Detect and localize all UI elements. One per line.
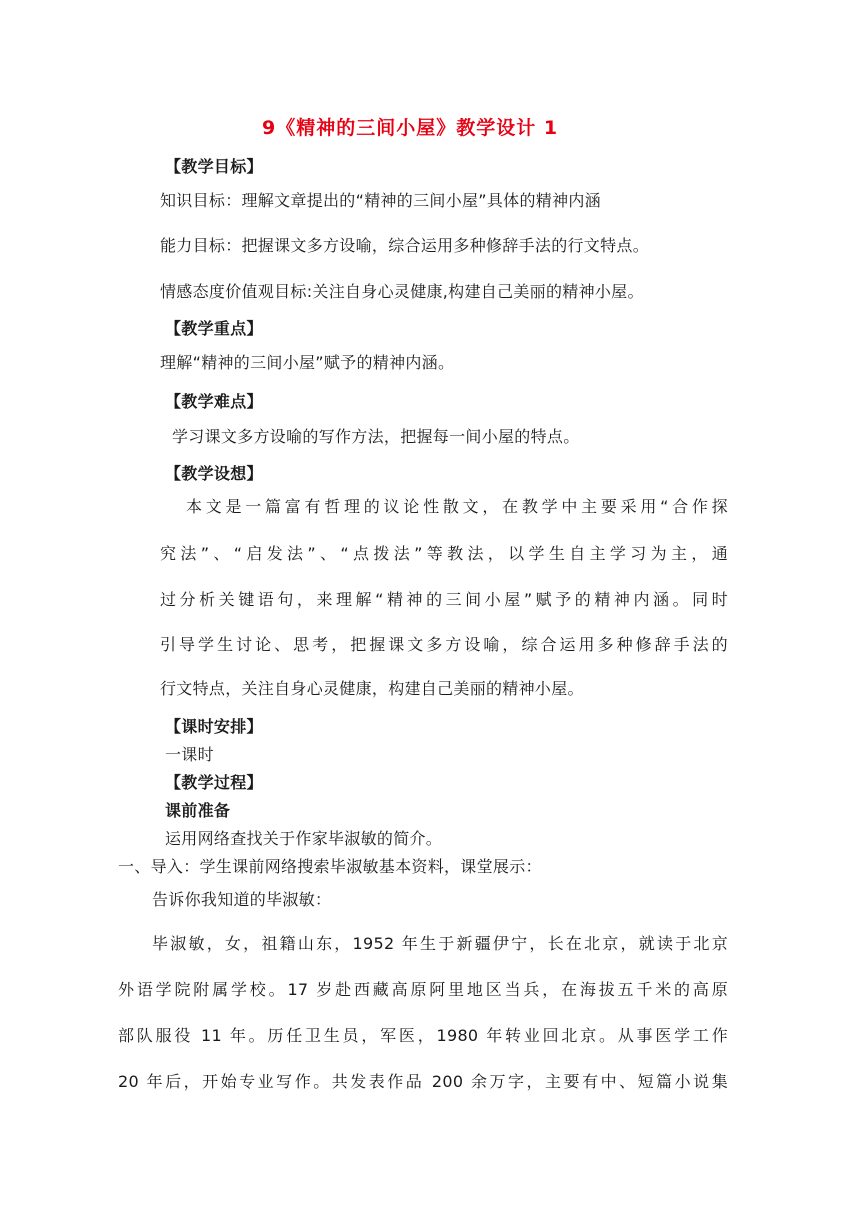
goal-knowledge: 知识目标：理解文章提出的“精神的三间小屋”具体的精神内涵 <box>160 191 601 210</box>
schedule-text: 一课时 <box>165 745 214 764</box>
key-point-text: 理解“精神的三间小屋”赋予的精神内涵。 <box>160 353 455 372</box>
difficulty-heading: 【教学难点】 <box>165 392 263 411</box>
goal-ability: 能力目标：把握课文多方设喻，综合运用多种修辞手法的行文特点。 <box>160 236 650 255</box>
bio-line: 部队服役 11 年。历任卫生员，军医，1980 年转业回北京。从事医学工作 <box>118 1026 728 1045</box>
process-heading: 【教学过程】 <box>165 773 263 792</box>
tell-text: 告诉你我知道的毕淑敏： <box>152 890 332 909</box>
prep-text: 运用网络查找关于作家毕淑敏的简介。 <box>165 829 443 848</box>
difficulty-text: 学习课文多方设喻的写作方法，把握每一间小屋的特点。 <box>172 427 580 446</box>
key-point-heading: 【教学重点】 <box>165 319 263 338</box>
goal-emotion: 情感态度价值观目标:关注自身心灵健康,构建自己美丽的精神小屋。 <box>160 282 644 301</box>
bio-line: 毕淑敏，女，祖籍山东，1952 年生于新疆伊宁，长在北京，就读于北京 <box>152 934 728 953</box>
concept-line: 过分析关键语句，来理解“精神的三间小屋”赋予的精神内涵。同时 <box>160 590 728 609</box>
document-title: 9《精神的三间小屋》教学设计 1 <box>262 117 559 139</box>
intro-text: 一、导入：学生课前网络搜索毕淑敏基本资料，课堂展示： <box>118 857 542 876</box>
goals-heading: 【教学目标】 <box>165 157 263 176</box>
prep-heading: 课前准备 <box>165 801 231 820</box>
concept-heading: 【教学设想】 <box>165 464 263 483</box>
concept-line: 究法”、“启发法”、“点拨法”等教法，以学生自主学习为主，通 <box>160 544 728 563</box>
concept-line: 引导学生讨论、思考，把握课文多方设喻，综合运用多种修辞手法的 <box>160 635 728 654</box>
concept-line: 行文特点，关注自身心灵健康，构建自己美丽的精神小屋。 <box>160 679 584 698</box>
schedule-heading: 【课时安排】 <box>165 717 263 736</box>
concept-line: 本文是一篇富有哲理的议论性散文，在教学中主要采用“合作探 <box>186 497 728 516</box>
bio-line: 20 年后，开始专业写作。共发表作品 200 余万字，主要有中、短篇小说集 <box>118 1072 728 1091</box>
bio-line: 外语学院附属学校。17 岁赴西藏高原阿里地区当兵，在海拔五千米的高原 <box>118 980 728 999</box>
